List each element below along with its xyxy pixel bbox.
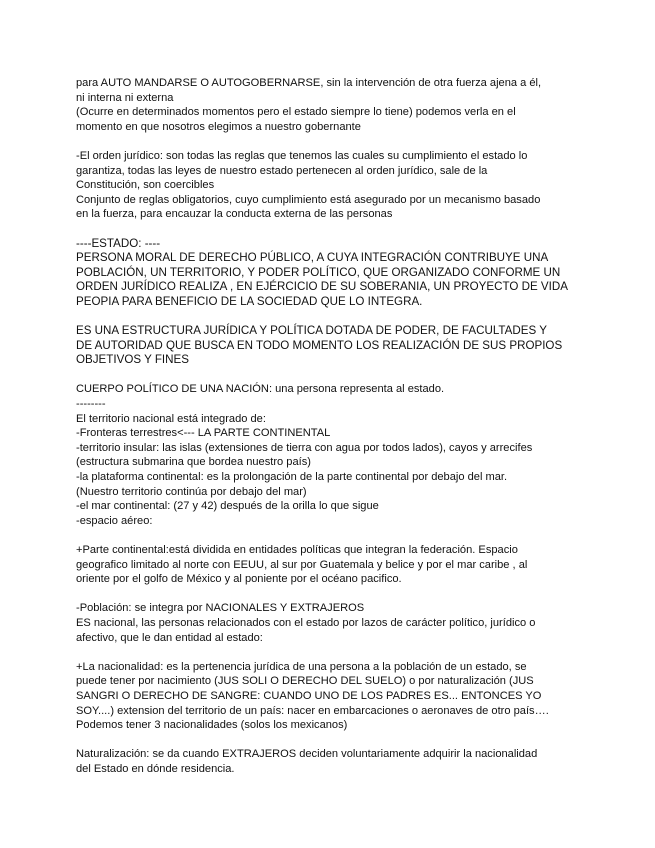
paragraph [76, 601, 586, 645]
text-line: del Estado en dónde residencia. [76, 762, 235, 775]
text-line: Naturalización: se da cuando EXTRAJEROS deciden voluntariamente adquirir la nacionalidad [76, 748, 538, 761]
text-line: -Fronteras terrestres<--- LA PARTE CONTINENTAL [76, 427, 331, 440]
text-line: PERSONA MORAL DE DERECHO PÚBLICO, A CUYA INTEGRACIÓN CONTRIBUYE UNA [76, 251, 549, 265]
paragraph-spacer [76, 528, 586, 543]
text-line: Constitución, son coercibles [76, 179, 215, 192]
text-line: (Nuestro territorio continúa por debajo del mar) [76, 485, 307, 498]
text-line: -Población: se integra por NACIONALES Y EXTRAJEROS [76, 602, 365, 615]
text-line: afectivo, que le dan entidad al estado: [76, 631, 263, 644]
text-line: El territorio nacional está integrado de: [76, 412, 266, 425]
text-line: para AUTO MANDARSE O AUTOGOBERNARSE, sin la intervención de otra fuerza ajena a él, [76, 77, 542, 89]
text-line: -El orden jurídico: son todas las reglas que tenemos las cuales su cumplimiento el estado lo [76, 149, 528, 162]
text-line: CUERPO POLÍTICO DE UNA NACIÓN: una persona representa al estado. [76, 383, 445, 396]
paragraph-spacer [76, 134, 586, 149]
text-line: Conjunto de reglas obligatorios, cuyo cumplimiento está asegurado por un mecanismo basado [76, 193, 541, 206]
paragraph-spacer [76, 368, 586, 383]
text-line: -------- [76, 398, 106, 411]
paragraph-spacer [76, 310, 586, 325]
paragraph [76, 237, 586, 310]
paragraph [76, 149, 586, 222]
text-line: -el mar continental: (27 y 42) después de la orilla lo que sigue [76, 500, 379, 513]
paragraph [76, 382, 586, 528]
text-line: ES nacional, las personas relacionados con el estado por lazos de carácter político, jurídico o [76, 616, 536, 629]
text-line: ----ESTADO: ---- [76, 236, 161, 250]
paragraph-spacer [76, 645, 586, 660]
text-line: +La nacionalidad: es la pertenencia jurídica de una persona a la población de un estado, se [76, 660, 527, 673]
paragraph-spacer [76, 222, 586, 237]
paragraph-spacer [76, 587, 586, 602]
text-line: DE AUTORIDAD QUE BUSCA EN TODO MOMENTO LOS REALIZACIÓN DE SUS PROPIOS [76, 338, 563, 352]
text-line: geografico limitado al norte con EEUU, al sur por Guatemala y belice y por el mar caribe , al [76, 558, 528, 571]
text-line: ni interna ni externa [76, 91, 174, 104]
text-line: +Parte continental:está dividida en entidades políticas que integran la federación. Espacio [76, 544, 518, 556]
text-line: garantiza, todas las leyes de nuestro estado pertenecen al orden jurídico, sale de la [76, 164, 488, 177]
text-line: SANGRI O DERECHO DE SANGRE: CUANDO UNO DE LOS PADRES ES... ENTONCES YO [76, 689, 542, 702]
text-line: -espacio aéreo: [76, 514, 153, 527]
text-line: SOY....) extension del territorio de un país: nacer en embarcaciones o aeronaves de otro país…. [76, 704, 549, 717]
text-line: ORDEN JURÍDICO REALIZA , EN EJÉRCICIO DE SU SOBERANIA, UN PROYECTO DE VIDA [76, 280, 568, 294]
text-line: ES UNA ESTRUCTURA JURÍDICA Y POLÍTICA DOTADA DE PODER, DE FACULTADES Y [76, 324, 547, 338]
paragraph [76, 543, 586, 587]
text-line: Podemos tener 3 nacionalidades (solos los mexicanos) [76, 719, 348, 732]
text-line: momento en que nosotros elegimos a nuestro gobernante [76, 120, 361, 133]
text-line: oriente por el golfo de México y al poniente por el océano pacifico. [76, 573, 402, 586]
document-page [76, 76, 586, 777]
paragraph [76, 324, 586, 368]
text-line: puede tener por nacimiento (JUS SOLI O DERECHO DEL SUELO) o por naturalización (JUS [76, 675, 534, 688]
text-line: -territorio insular: las islas (extensiones de tierra con agua por todos lados), cayos y arrecifes [76, 441, 533, 454]
paragraph-spacer [76, 733, 586, 748]
text-line: OBJETIVOS Y FINES [76, 353, 189, 367]
text-line: POBLACIÓN, UN TERRITORIO, Y PODER POLÍTICO, QUE ORGANIZADO CONFORME UN [76, 265, 561, 279]
paragraph [76, 747, 586, 776]
text-line: (estructura submarina que bordea nuestro país) [76, 456, 311, 469]
paragraph [76, 76, 586, 134]
text-line: en la fuerza, para encauzar la conducta externa de las personas [76, 208, 393, 221]
text-line: PEOPIA PARA BENEFICIO DE LA SOCIEDAD QUE LO INTEGRA. [76, 294, 423, 308]
text-line: -la plataforma continental: es la prolongación de la parte continental por debajo del mar. [76, 471, 508, 484]
paragraph [76, 660, 586, 733]
text-line: (Ocurre en determinados momentos pero el estado siempre lo tiene) podemos verla en el [76, 106, 516, 119]
